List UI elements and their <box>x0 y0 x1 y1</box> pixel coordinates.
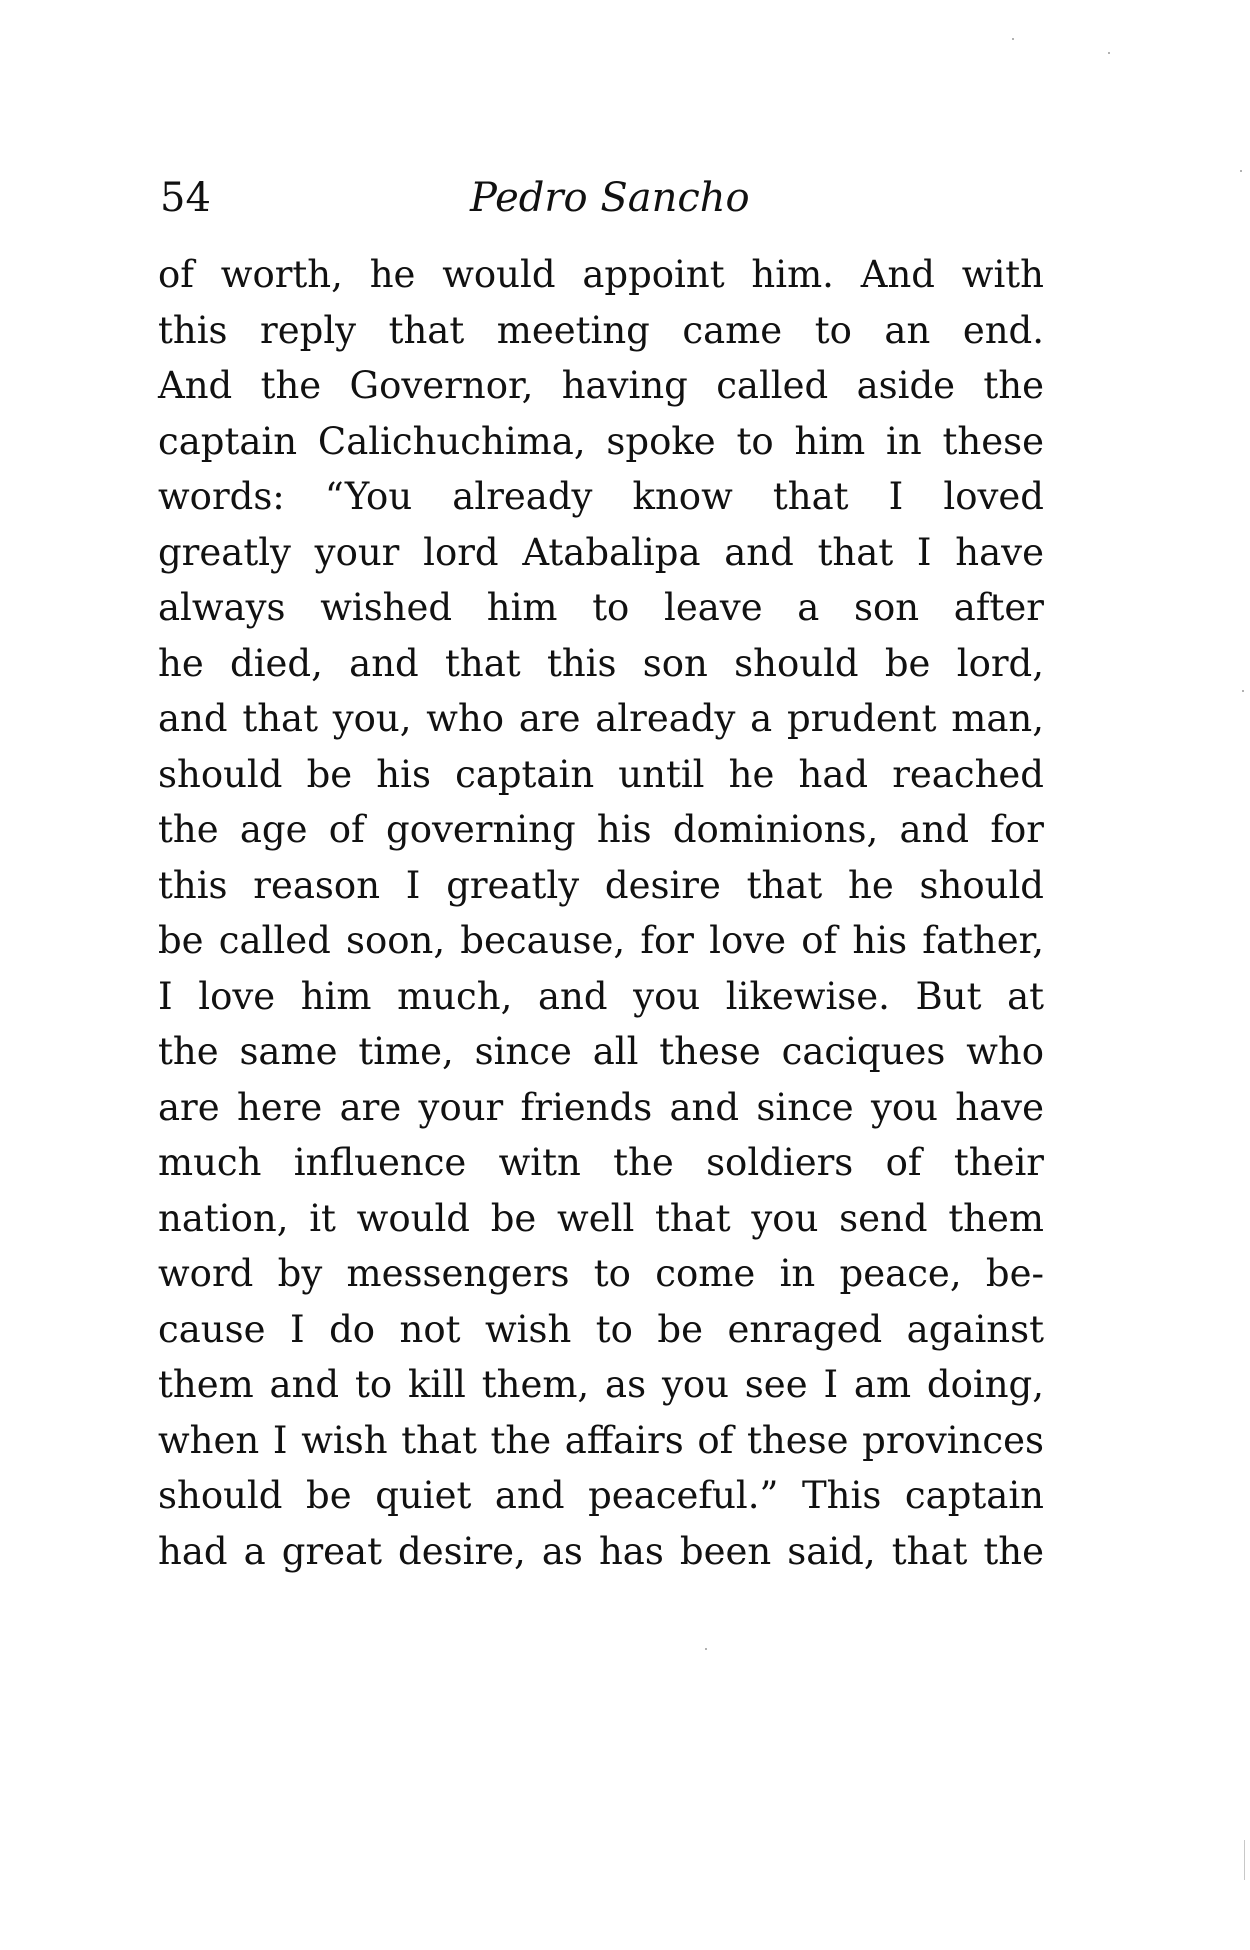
text-line: are here are your friends and since you have <box>158 1085 1044 1129</box>
text-line: the same time, since all these caciques who <box>158 1030 1044 1073</box>
text-line: cause I do not wish to be enraged against <box>158 1307 1044 1351</box>
text-line: much influence witn the soldiers of their <box>158 1141 1044 1184</box>
text-line: I love him much, and you likewise. But at <box>158 974 1044 1018</box>
running-head <box>160 168 1060 228</box>
page-number: 54 <box>160 175 211 221</box>
text-line: this reply that meeting came to an end. <box>158 308 1044 352</box>
text-line: greatly your lord Atabalipa and that I have <box>158 530 1044 574</box>
text-line: of worth, he would appoint him. And with <box>158 253 1044 296</box>
text-line: be called soon, because, for love of his father, <box>158 919 1044 962</box>
text-line: had a great desire, as has been said, that the <box>158 1529 1044 1573</box>
scan-speck <box>705 1648 707 1650</box>
text-line: nation, it would be well that you send them <box>158 1196 1044 1240</box>
text-line: them and to kill them, as you see I am doing, <box>158 1363 1044 1406</box>
scan-speck <box>1012 38 1014 40</box>
scan-margin-line <box>1244 1840 1245 1880</box>
text-line: he died, and that this son should be lord, <box>158 641 1044 685</box>
text-line: and that you, who are already a prudent man, <box>158 697 1044 740</box>
text-line: should be his captain until he had reached <box>158 752 1044 796</box>
text-line: this reason I greatly desire that he should <box>158 863 1044 907</box>
scan-speck <box>1242 690 1244 692</box>
scan-speck <box>1240 170 1242 172</box>
text-line: captain Calichuchima, spoke to him in these <box>158 419 1044 463</box>
text-line: always wished him to leave a son after <box>158 586 1044 629</box>
scan-speck <box>1108 52 1110 54</box>
text-line: should be quiet and peaceful.” This captain <box>158 1474 1044 1517</box>
text-line: the age of governing his dominions, and for <box>158 808 1044 851</box>
text-line: when I wish that the affairs of these provinces <box>158 1418 1044 1462</box>
text-line: words: “You already know that I loved <box>158 475 1044 518</box>
running-title: Pedro Sancho <box>470 175 750 221</box>
text-line: And the Governor, having called aside the <box>158 364 1044 407</box>
text-line: word by messengers to come in peace, be- <box>158 1252 1044 1295</box>
body-text <box>158 247 1044 1579</box>
